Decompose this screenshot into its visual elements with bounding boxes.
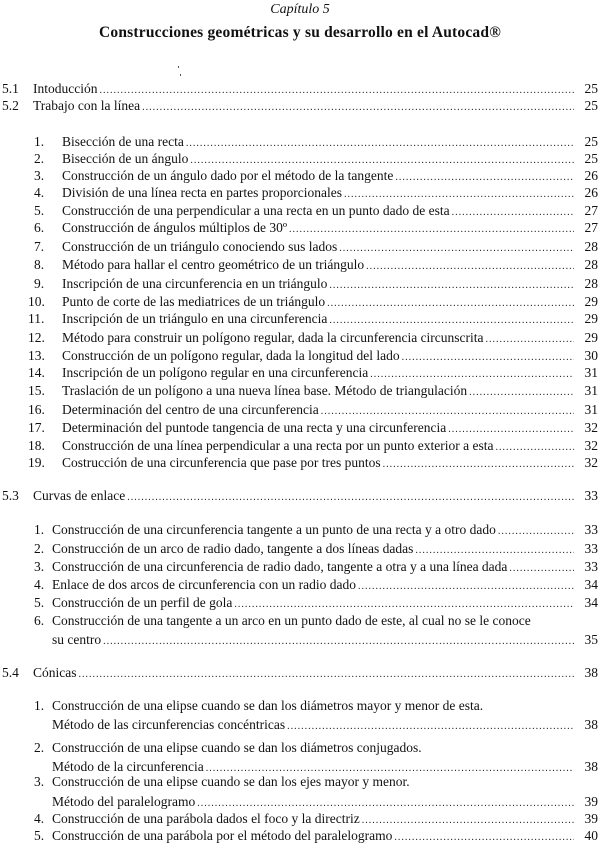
toc-item-text: Método para construir un polígono regular, dada la circunferencia circunscrita <box>62 330 484 345</box>
leader-dots <box>103 635 574 649</box>
toc-item-number: 7. <box>34 239 45 254</box>
toc-item-page: 30 <box>584 348 598 363</box>
leader-dots <box>344 188 574 202</box>
toc-item-number: 2. <box>34 151 45 166</box>
toc-item-page: 29 <box>584 330 598 345</box>
toc-item-continuation-text: su centro <box>52 632 102 647</box>
toc-item-text: Construcción de una parábola por el método del paralelogramo <box>52 828 393 843</box>
chapter-title: Construcciones geométricas y su desarrollo en el Autocad® <box>99 24 501 41</box>
toc-item-page: 34 <box>584 577 598 592</box>
toc-item <box>34 540 598 558</box>
toc-item-page: 28 <box>584 276 598 291</box>
toc-item-text: Construcción de un ángulo dado por el método de la tangente <box>62 168 394 183</box>
leader-dots <box>321 405 574 419</box>
leader-dots <box>402 351 574 365</box>
leader-dots <box>327 297 574 311</box>
toc-item <box>34 827 598 845</box>
toc-item-page: 26 <box>584 185 598 200</box>
toc-item-number: 4. <box>34 577 45 592</box>
toc-item <box>28 454 598 472</box>
toc-item <box>28 382 598 400</box>
toc-item-number: 5. <box>34 203 45 218</box>
toc-item-text: Enlace de dos arcos de circunferencia con un radio dado <box>52 577 356 592</box>
section-entry-number: 5.1 <box>2 81 19 96</box>
toc-item-text: Construcción de una perpendicular a una recta en un punto dado de esta <box>62 203 450 218</box>
leader-dots <box>394 831 574 845</box>
toc-item-text: Construcción de un triángulo conociendo sus lados <box>62 239 338 254</box>
leader-dots <box>486 333 574 347</box>
toc-item-text: Construcción de ángulos múltiplos de 30º <box>62 220 288 235</box>
toc-item <box>34 594 598 612</box>
section-entry-page: 25 <box>584 98 598 113</box>
toc-item-page: 25 <box>584 151 598 166</box>
toc-item-page: 26 <box>584 168 598 183</box>
toc-item-text: Punto de corte de las mediatrices de un triángulo <box>62 294 326 309</box>
toc-item-continuation-page: 38 <box>584 759 598 774</box>
toc-item-text: Construcción de un arco de radio dado, tangente a dos líneas dadas <box>52 541 414 556</box>
toc-item-continuation <box>52 716 598 734</box>
toc-item-number: 5. <box>34 595 45 610</box>
toc-item-number: 11. <box>28 311 45 326</box>
leader-dots <box>234 598 574 612</box>
section-entry-text: Trabajo con la línea <box>33 98 141 113</box>
toc-item-continuation <box>52 631 598 649</box>
toc-item-number: 1. <box>34 698 45 713</box>
toc-item-text: Traslación de un polígono a una nueva línea base. Método de triangulación <box>62 383 468 398</box>
toc-item-continuation <box>52 793 598 811</box>
toc-item <box>34 184 598 202</box>
toc-item <box>34 133 598 151</box>
toc-item-number: 15. <box>28 383 45 398</box>
toc-item-text: Construcción de un perfil de gola <box>52 595 233 610</box>
toc-item-number: 2. <box>34 541 45 556</box>
leader-dots <box>415 544 574 558</box>
toc-item-number: 4. <box>34 811 45 826</box>
leader-dots <box>362 814 574 828</box>
toc-item-number: 9. <box>34 276 45 291</box>
leader-dots <box>339 242 574 256</box>
section-entry-page: 33 <box>584 488 598 503</box>
toc-item-page: 27 <box>584 220 598 235</box>
leader-dots <box>395 171 574 185</box>
toc-item-number: 6. <box>34 220 45 235</box>
toc-item-page: 33 <box>584 559 598 574</box>
toc-item-number: 6. <box>34 613 45 628</box>
toc-item-page: 33 <box>584 522 598 537</box>
leader-dots <box>99 84 574 98</box>
toc-item-continuation-text: Método del paralelogramo <box>52 794 196 809</box>
toc-item-number: 18. <box>28 438 45 453</box>
leader-dots <box>366 260 574 274</box>
toc-item-page: 31 <box>584 402 598 417</box>
toc-item-page: 32 <box>584 438 598 453</box>
toc-item-number: 14. <box>28 365 45 380</box>
toc-item-number: 17. <box>28 420 45 435</box>
leader-dots <box>289 223 574 237</box>
toc-item-page: 33 <box>584 541 598 556</box>
toc-item-text: Método para hallar el centro geométrico de un triángulo <box>62 257 365 272</box>
toc-item <box>28 329 598 347</box>
toc-item <box>34 521 598 539</box>
section-entry-page: 38 <box>584 665 598 680</box>
leader-dots <box>452 206 574 220</box>
toc-item <box>34 576 598 594</box>
toc-item <box>34 150 598 168</box>
toc-item-text: Inscripción de un triángulo en una circunferencia <box>62 311 328 326</box>
toc-item-page: 31 <box>584 383 598 398</box>
leader-dots <box>469 386 574 400</box>
toc-item-number: 16. <box>28 402 45 417</box>
toc-item-text: Determinación del centro de una circunferencia <box>62 402 319 417</box>
toc-item <box>34 219 598 237</box>
section-entry-page: 25 <box>584 81 598 96</box>
toc-item-number: 1. <box>34 134 45 149</box>
toc-item-text: Costrucción de una circunferencia que pase por tres puntos <box>62 455 381 470</box>
toc-item-text: Construcción de un polígono regular, dada la longitud del lado <box>62 348 400 363</box>
toc-item-number: 3. <box>34 168 45 183</box>
toc-item-text: Inscripción de una circunferencia en un triángulo <box>62 276 328 291</box>
leader-dots <box>287 720 574 734</box>
toc-item-text: Construcción de una línea perpendicular a una recta por un punto exterior a esta <box>62 438 494 453</box>
toc-item <box>34 238 598 256</box>
leader-dots <box>383 458 574 472</box>
toc-item-number: 1. <box>34 522 45 537</box>
leader-dots <box>127 491 574 505</box>
section-entry-number: 5.4 <box>2 665 19 680</box>
toc-item-page: 28 <box>584 239 598 254</box>
toc-item-number: 13. <box>28 348 45 363</box>
toc-item-page: 27 <box>584 203 598 218</box>
toc-item <box>34 167 598 185</box>
leader-dots <box>329 279 574 293</box>
toc-item-text: Bisección de una recta <box>62 134 184 149</box>
toc-item-page: 32 <box>584 420 598 435</box>
section-entry <box>2 97 598 115</box>
toc-item-page: 31 <box>584 365 598 380</box>
toc-item <box>34 275 598 293</box>
toc-item-number: 19. <box>28 455 45 470</box>
toc-item-continuation-page: 39 <box>584 794 598 809</box>
section-entry <box>2 664 598 682</box>
toc-item <box>28 419 598 437</box>
toc-item-number: 12. <box>28 330 45 345</box>
toc-item-continuation-text: Método de la circunferencia <box>52 759 204 774</box>
toc-item-number: 3. <box>34 559 45 574</box>
toc-item-text: Determinación del puntode tangencia de una recta y una circunferencia <box>62 420 447 435</box>
toc-item-page: 34 <box>584 595 598 610</box>
leader-dots <box>448 423 574 437</box>
toc-item <box>28 364 598 382</box>
leader-dots <box>498 525 574 539</box>
toc-item-number: 2. <box>34 740 45 755</box>
leader-dots <box>79 668 575 682</box>
toc-item <box>28 310 598 328</box>
toc-item <box>28 437 598 455</box>
toc-item-number: 3. <box>34 774 45 789</box>
leader-dots <box>186 137 574 151</box>
toc-item-text: Construcción de una elipse cuando se dan los diámetros conjugados. <box>52 740 422 755</box>
section-entry-number: 5.2 <box>2 98 19 113</box>
toc-item-text: Bisección de un ángulo <box>62 151 189 166</box>
leader-dots <box>142 101 574 115</box>
scan-speck <box>178 66 179 68</box>
leader-dots <box>197 797 574 811</box>
toc-item-text: Inscripción de un polígono regular en una circunferencia <box>62 365 369 380</box>
toc-item <box>28 347 598 365</box>
toc-item <box>28 293 598 311</box>
scan-speck <box>180 74 181 76</box>
toc-item-continuation-page: 38 <box>584 717 598 732</box>
toc-item-continuation-page: 35 <box>584 632 598 647</box>
toc-item-number: 5. <box>34 828 45 843</box>
section-entry <box>2 80 598 98</box>
toc-item <box>34 810 598 828</box>
section-entry-text: Curvas de enlace <box>33 488 126 503</box>
leader-dots <box>495 441 574 455</box>
toc-item-page: 39 <box>584 811 598 826</box>
toc-item-text: Construcción de una circunferencia tangente a un punto de una recta y a otro dado <box>52 522 496 537</box>
toc-item-text: Construcción de una elipse cuando se dan los ejes mayor y menor. <box>52 774 410 789</box>
toc-item-page: 40 <box>584 828 598 843</box>
section-entry-text: Cónicas <box>33 665 77 680</box>
toc-item <box>28 401 598 419</box>
leader-dots <box>329 314 574 328</box>
toc-item-text: Construcción de una circunferencia de radio dado, tangente a otra y a una línea dada <box>52 559 508 574</box>
leader-dots <box>509 562 574 576</box>
section-entry <box>2 487 598 505</box>
chapter-label: Capítulo 5 <box>270 2 330 17</box>
leader-dots <box>190 154 574 168</box>
toc-item-page: 29 <box>584 311 598 326</box>
toc-item-number: 10. <box>28 294 45 309</box>
toc-item-text: División de una línea recta en partes proporcionales <box>62 185 343 200</box>
section-entry-number: 5.3 <box>2 488 19 503</box>
toc-item-number: 4. <box>34 185 45 200</box>
toc-item <box>34 558 598 576</box>
toc-item-text: Construcción de una elipse cuando se dan los diámetros mayor y menor de esta. <box>52 698 484 713</box>
toc-item-text: Construcción de una tangente a un arco en un punto dado de este, al cual no se le conoce <box>52 613 531 628</box>
toc-item-page: 25 <box>584 134 598 149</box>
toc-item-continuation-text: Método de las circunferencias concéntricas <box>52 717 286 732</box>
leader-dots <box>370 368 574 382</box>
toc-item <box>34 256 598 274</box>
toc-item-page: 28 <box>584 257 598 272</box>
toc-item-page: 32 <box>584 455 598 470</box>
section-entry-text: Intoducción <box>33 81 98 96</box>
toc-item-number: 8. <box>34 257 45 272</box>
toc-item <box>34 202 598 220</box>
toc-item-text: Construcción de una parábola dados el foco y la directriz <box>52 811 360 826</box>
toc-item-page: 29 <box>584 294 598 309</box>
leader-dots <box>358 580 574 594</box>
